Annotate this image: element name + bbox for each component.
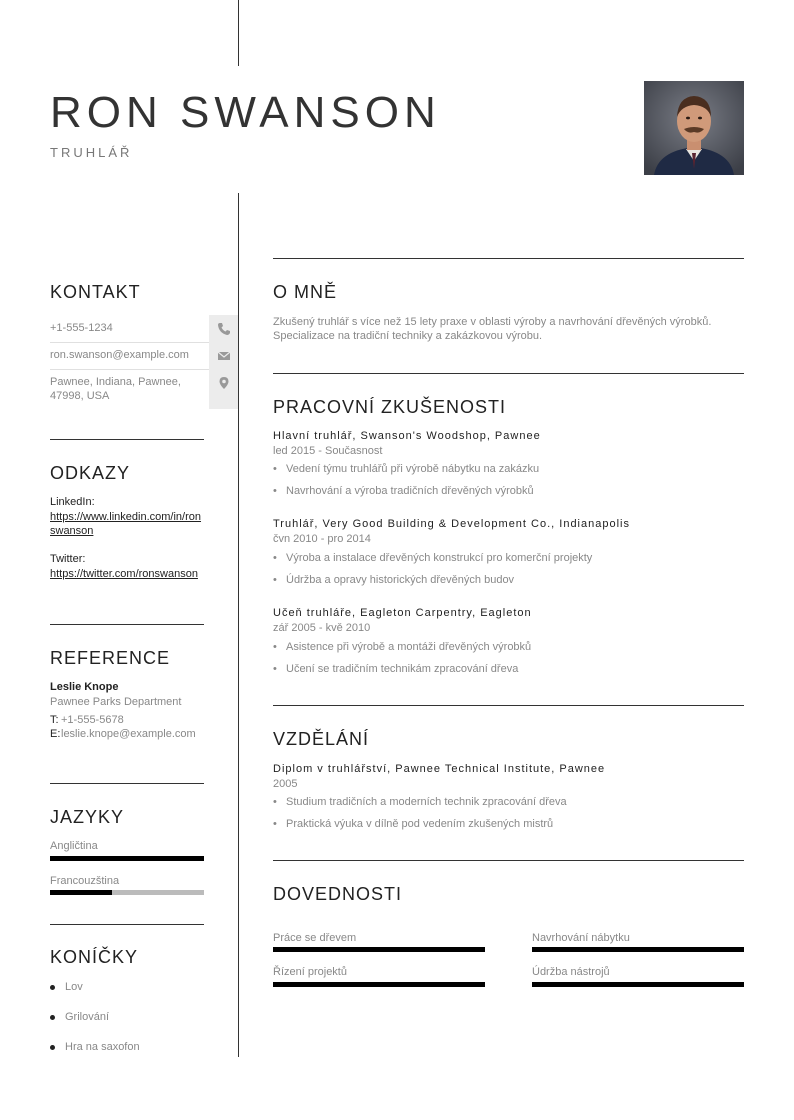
column-divider-line xyxy=(238,193,239,1057)
skill-level-fill xyxy=(532,982,744,987)
contact-email[interactable]: ron.swanson@example.com xyxy=(50,349,189,361)
contact-icons-strip xyxy=(209,315,238,409)
section-divider xyxy=(273,373,744,374)
profile-photo xyxy=(644,81,744,175)
job-bullet: • Údržba a opravy historických dřevěných budov xyxy=(273,574,515,586)
language-name: Angličtina xyxy=(50,840,98,852)
mail-icon xyxy=(217,349,231,363)
phone-icon xyxy=(217,322,231,336)
languages-heading: JAZYKY xyxy=(50,807,125,827)
education-date: 2005 xyxy=(273,778,298,790)
skill-name: Navrhování nábytku xyxy=(532,932,630,944)
language-name: Francouzština xyxy=(50,875,120,887)
section-divider xyxy=(273,258,744,259)
reference-email-line xyxy=(50,727,205,741)
language-level-bar xyxy=(50,856,204,861)
skill-name: Práce se dřevem xyxy=(273,932,357,944)
reference-email[interactable]: leslie.knope@example.com xyxy=(61,728,196,740)
education-bullet: • Praktická výuka v dílně pod vedením zkušených mistrů xyxy=(273,818,554,830)
language-level-fill xyxy=(50,890,112,895)
section-divider xyxy=(50,924,204,925)
hobby-label: Hra na saxofon xyxy=(65,1041,140,1053)
about-heading: O MNĚ xyxy=(273,282,338,302)
job-bullet: • Výroba a instalace dřevěných konstrukcí pro komerční projekty xyxy=(273,552,593,564)
education-bullet-text: Studium tradičních a moderních technik zpracování dřeva xyxy=(286,796,567,808)
job-bullet: • Vedení týmu truhlářů při výrobě nábytku na zakázku xyxy=(273,463,540,475)
location-icon xyxy=(217,376,231,390)
bullet-dot xyxy=(50,1045,55,1050)
top-divider-line xyxy=(238,0,239,66)
job-bullet-text: Výroba a instalace dřevěných konstrukcí pro komerční projekty xyxy=(286,552,593,564)
education-bullet-text: Praktická výuka v dílně pod vedením zkušených mistrů xyxy=(286,818,554,830)
bullet-dot xyxy=(50,1015,55,1020)
candidate-title: TRUHLÁŘ xyxy=(50,145,133,160)
job-bullet: • Navrhování a výroba tradičních dřevěných výrobků xyxy=(273,485,534,497)
reference-org: Pawnee Parks Department xyxy=(50,696,182,708)
job-bullet: • Učení se tradičním technikám zpracování dřeva xyxy=(273,663,519,675)
job-title: Truhlář, Very Good Building & Development Co., Indianapolis xyxy=(273,518,630,530)
skill-level-fill xyxy=(532,947,744,952)
links-heading: ODKAZY xyxy=(50,463,131,483)
job-bullet: • Asistence při výrobě a montáži dřevěných výrobků xyxy=(273,641,532,653)
hobbies-heading: KONÍČKY xyxy=(50,947,139,967)
reference-heading: REFERENCE xyxy=(50,648,171,668)
hobby-item xyxy=(50,1011,109,1023)
section-divider xyxy=(273,860,744,861)
job-date: zář 2005 - kvě 2010 xyxy=(273,622,371,634)
job-bullet-text: Údržba a opravy historických dřevěných budov xyxy=(286,574,515,586)
bullet-dot xyxy=(50,985,55,990)
section-divider xyxy=(50,439,204,440)
skill-level-bar xyxy=(273,947,485,952)
job-title: Učeň truhláře, Eagleton Carpentry, Eagleton xyxy=(273,607,532,619)
section-divider xyxy=(50,624,204,625)
reference-phone[interactable]: +1-555-5678 xyxy=(61,714,124,726)
contact-address: Pawnee, Indiana, Pawnee, 47998, USA xyxy=(50,376,181,402)
hobby-label: Lov xyxy=(65,981,83,993)
education-title: Diplom v truhlářství, Pawnee Technical Institute, Pawnee xyxy=(273,763,606,775)
skill-level-fill xyxy=(273,982,485,987)
contact-heading: KONTAKT xyxy=(50,282,141,302)
hobby-item xyxy=(50,1041,140,1053)
about-text: Zkušený truhlář s více než 15 lety praxe v oblasti výroby a navrhování dřevěných výrobků. Specializace na tradiční techniky a zakázkovou výrobu. xyxy=(273,316,712,342)
hobby-label: Grilování xyxy=(65,1011,110,1023)
job-date: led 2015 - Současnost xyxy=(273,445,383,457)
job-title: Hlavní truhlář, Swanson's Woodshop, Pawnee xyxy=(273,430,541,442)
candidate-name: RON SWANSON xyxy=(50,88,441,137)
link-url-linkedin[interactable]: https://www.linkedin.com/in/ronswanson xyxy=(50,511,202,537)
skills-heading: DOVEDNOSTI xyxy=(273,884,403,904)
education-heading: VZDĚLÁNÍ xyxy=(273,729,370,749)
skill-level-bar xyxy=(532,947,744,952)
hobby-item xyxy=(50,981,83,993)
skill-name: Údržba nástrojů xyxy=(532,966,610,978)
job-date: čvn 2010 - pro 2014 xyxy=(273,533,371,545)
skill-level-fill xyxy=(273,947,485,952)
job-bullet-text: Asistence při výrobě a montáži dřevěných výrobků xyxy=(286,641,532,653)
reference-name: Leslie Knope xyxy=(50,681,119,693)
reference-phone-line xyxy=(50,713,205,727)
skill-name: Řízení projektů xyxy=(273,966,347,978)
link-label-twitter: Twitter: xyxy=(50,553,86,565)
job-bullet-text: Navrhování a výroba tradičních dřevěných výrobků xyxy=(286,485,534,497)
job-bullet-text: Vedení týmu truhlářů při výrobě nábytku na zakázku xyxy=(286,463,540,475)
education-bullet: • Studium tradičních a moderních technik zpracování dřeva xyxy=(273,796,567,808)
link-label-linkedin: LinkedIn: xyxy=(50,496,95,508)
skill-level-bar xyxy=(532,982,744,987)
skill-level-bar xyxy=(273,982,485,987)
job-bullet-text: Učení se tradičním technikám zpracování dřeva xyxy=(286,663,519,675)
section-divider xyxy=(50,783,204,784)
language-level-fill xyxy=(50,856,204,861)
section-divider xyxy=(273,705,744,706)
language-level-bar xyxy=(50,890,204,895)
reference-email-label: E: xyxy=(50,728,61,740)
contact-phone[interactable]: +1-555-1234 xyxy=(50,322,113,334)
link-url-twitter[interactable]: https://twitter.com/ronswanson xyxy=(50,568,198,580)
reference-phone-label: T: xyxy=(50,714,59,726)
experience-heading: PRACOVNÍ ZKUŠENOSTI xyxy=(273,397,507,417)
